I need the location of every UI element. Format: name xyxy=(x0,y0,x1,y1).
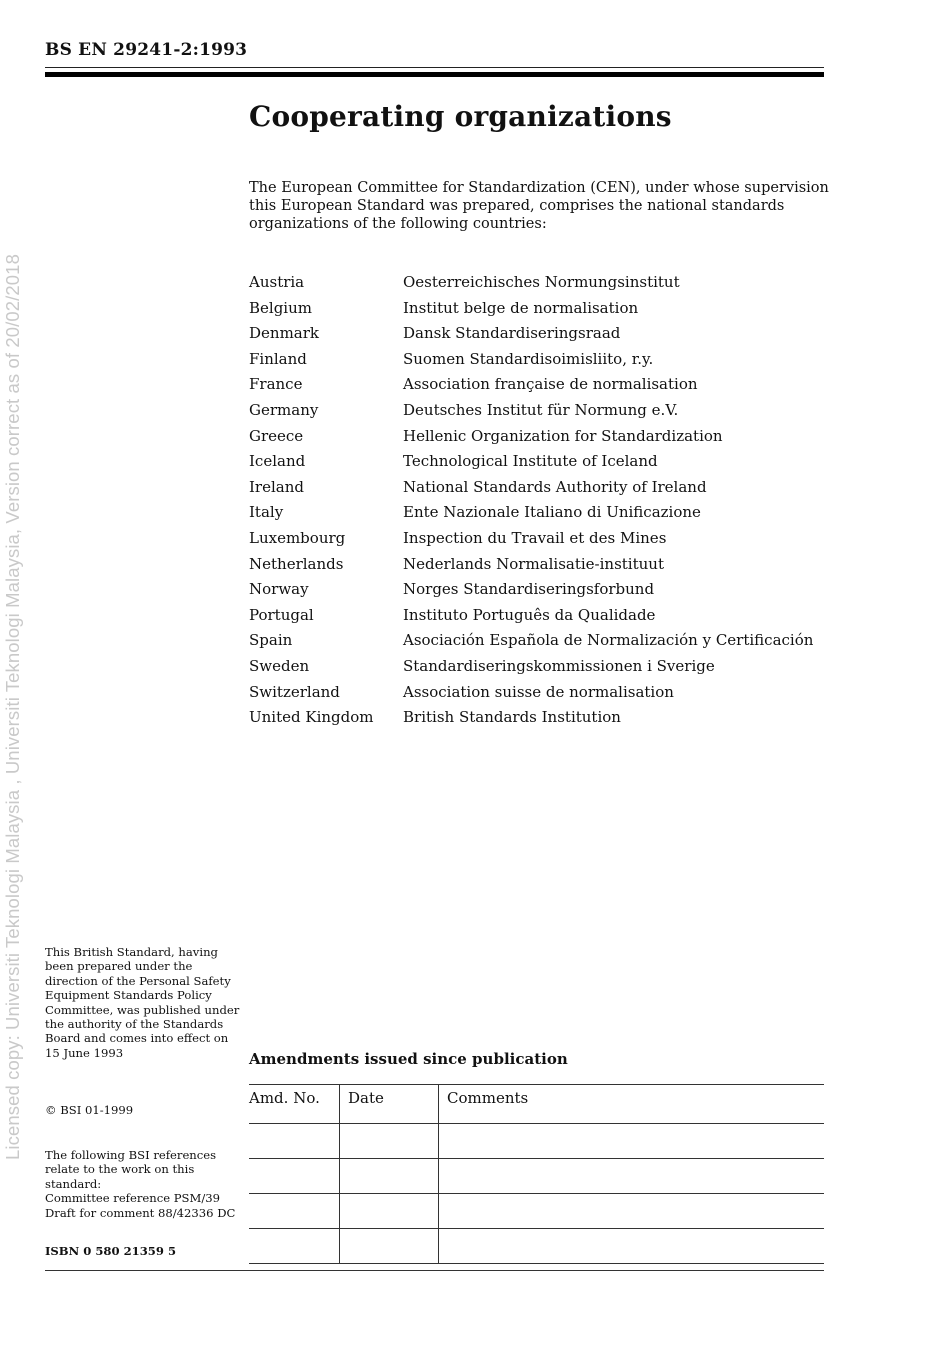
organization-row xyxy=(249,322,813,348)
amendments-table xyxy=(249,1084,824,1264)
organization-row xyxy=(249,425,813,451)
organization-row xyxy=(249,476,813,502)
organization-name: Norges Standardiseringsforbund xyxy=(403,580,655,599)
organization-name: Deutsches Institut für Normung e.V. xyxy=(403,400,679,419)
organization-row xyxy=(249,373,813,399)
table-cell xyxy=(249,1159,340,1194)
organization-row xyxy=(249,553,813,579)
table-cell xyxy=(249,1229,340,1264)
bsi-references xyxy=(45,1148,240,1220)
organization-row xyxy=(249,681,813,707)
organization-row xyxy=(249,271,813,297)
organizations-list xyxy=(249,271,813,732)
country-name: Luxembourg xyxy=(249,528,346,547)
page-title: Cooperating organizations xyxy=(249,100,672,133)
committee-reference: Committee reference PSM/39 xyxy=(45,1191,221,1206)
amendments-title: Amendments issued since publication xyxy=(249,1050,568,1068)
organization-name: Suomen Standardisoimisliito, r.y. xyxy=(403,349,654,368)
country-name: Switzerland xyxy=(249,682,340,701)
draft-reference: Draft for comment 88/42336 DC xyxy=(45,1205,236,1220)
table-row xyxy=(249,1194,824,1229)
country-name: Denmark xyxy=(249,324,319,343)
country-name: Austria xyxy=(249,273,305,291)
organization-name: Hellenic Organization for Standardization xyxy=(403,426,723,445)
table-cell xyxy=(340,1194,439,1229)
country-name: Greece xyxy=(249,426,304,445)
country-name: Norway xyxy=(249,580,309,599)
organization-name: Dansk Standardiseringsraad xyxy=(403,324,621,343)
table-cell xyxy=(340,1124,439,1159)
organization-name: Nederlands Normalisatie-instituut xyxy=(403,554,664,573)
organization-row xyxy=(249,706,813,732)
organization-name: Inspection du Travail et des Mines xyxy=(403,528,667,547)
organization-row xyxy=(249,527,813,553)
organization-name: Oesterreichisches Normungsinstitut xyxy=(403,273,680,291)
table-cell xyxy=(439,1159,825,1194)
organization-row xyxy=(249,578,813,604)
organization-row xyxy=(249,399,813,425)
table-cell xyxy=(439,1194,825,1229)
country-name: Finland xyxy=(249,349,307,368)
country-name: Iceland xyxy=(249,452,306,471)
table-row xyxy=(249,1124,824,1159)
table-row xyxy=(249,1159,824,1194)
table-cell xyxy=(340,1229,439,1264)
header-rule-thin xyxy=(45,67,824,68)
country-name: Italy xyxy=(249,503,284,522)
country-name: United Kingdom xyxy=(249,708,374,727)
country-name: Spain xyxy=(249,631,293,650)
organization-row xyxy=(249,348,813,374)
license-watermark: Licensed copy: Universiti Teknologi Malaysia , Universiti Teknologi Malaysia, Version correct as of 20/02/2018 xyxy=(2,254,23,1160)
country-name: Portugal xyxy=(249,605,314,624)
country-name: France xyxy=(249,375,303,394)
organization-row xyxy=(249,655,813,681)
country-name: Netherlands xyxy=(249,554,344,573)
column-header-date: Date xyxy=(340,1085,439,1124)
organization-name: Instituto Português da Qualidade xyxy=(403,605,656,624)
header-rule-thick xyxy=(45,72,824,77)
organization-row xyxy=(249,629,813,655)
country-name: Germany xyxy=(249,400,319,419)
country-name: Ireland xyxy=(249,477,304,496)
organization-name: Institut belge de normalisation xyxy=(403,298,639,317)
references-intro: The following BSI references relate to the work on this standard: xyxy=(45,1148,217,1191)
organization-name: Ente Nazionale Italiano di Unificazione xyxy=(403,503,701,522)
organization-name: Association suisse de normalisation xyxy=(403,682,674,701)
isbn: ISBN 0 580 21359 5 xyxy=(45,1244,177,1258)
copyright-note: © BSI 01-1999 xyxy=(45,1103,134,1117)
organization-name: British Standards Institution xyxy=(403,708,621,727)
country-name: Sweden xyxy=(249,656,310,675)
table-cell xyxy=(249,1194,340,1229)
country-name: Belgium xyxy=(249,298,312,317)
table-cell xyxy=(249,1124,340,1159)
organization-row xyxy=(249,501,813,527)
preparation-note: This British Standard, having been prepared under the direction of the Personal Safety Equipment Standards Policy Committee, was published under the authority of the Standards Board and comes into effect on 15 June 1993 xyxy=(45,945,240,1060)
table-cell xyxy=(439,1124,825,1159)
organization-row xyxy=(249,604,813,630)
table-cell xyxy=(340,1159,439,1194)
document-id: BS EN 29241-2:1993 xyxy=(45,40,248,60)
table-header-row xyxy=(249,1085,824,1124)
organization-name: Association française de normalisation xyxy=(403,375,698,394)
column-header-comments: Comments xyxy=(439,1085,825,1124)
footer-rule xyxy=(45,1270,824,1271)
organization-name: Technological Institute of Iceland xyxy=(403,452,658,471)
organization-row xyxy=(249,297,813,323)
organization-name: Standardiseringskommissionen i Sverige xyxy=(403,656,715,675)
organization-name: National Standards Authority of Ireland xyxy=(403,477,707,496)
organization-row xyxy=(249,450,813,476)
intro-paragraph: The European Committee for Standardization (CEN), under whose supervision this European Standard was prepared, comprises the national standards organizations of the following countries: xyxy=(249,180,829,232)
organization-name: Asociación Española de Normalización y Certificación xyxy=(403,631,814,650)
table-cell xyxy=(439,1229,825,1264)
table-row xyxy=(249,1229,824,1264)
column-header-amd-no: Amd. No. xyxy=(249,1085,340,1124)
